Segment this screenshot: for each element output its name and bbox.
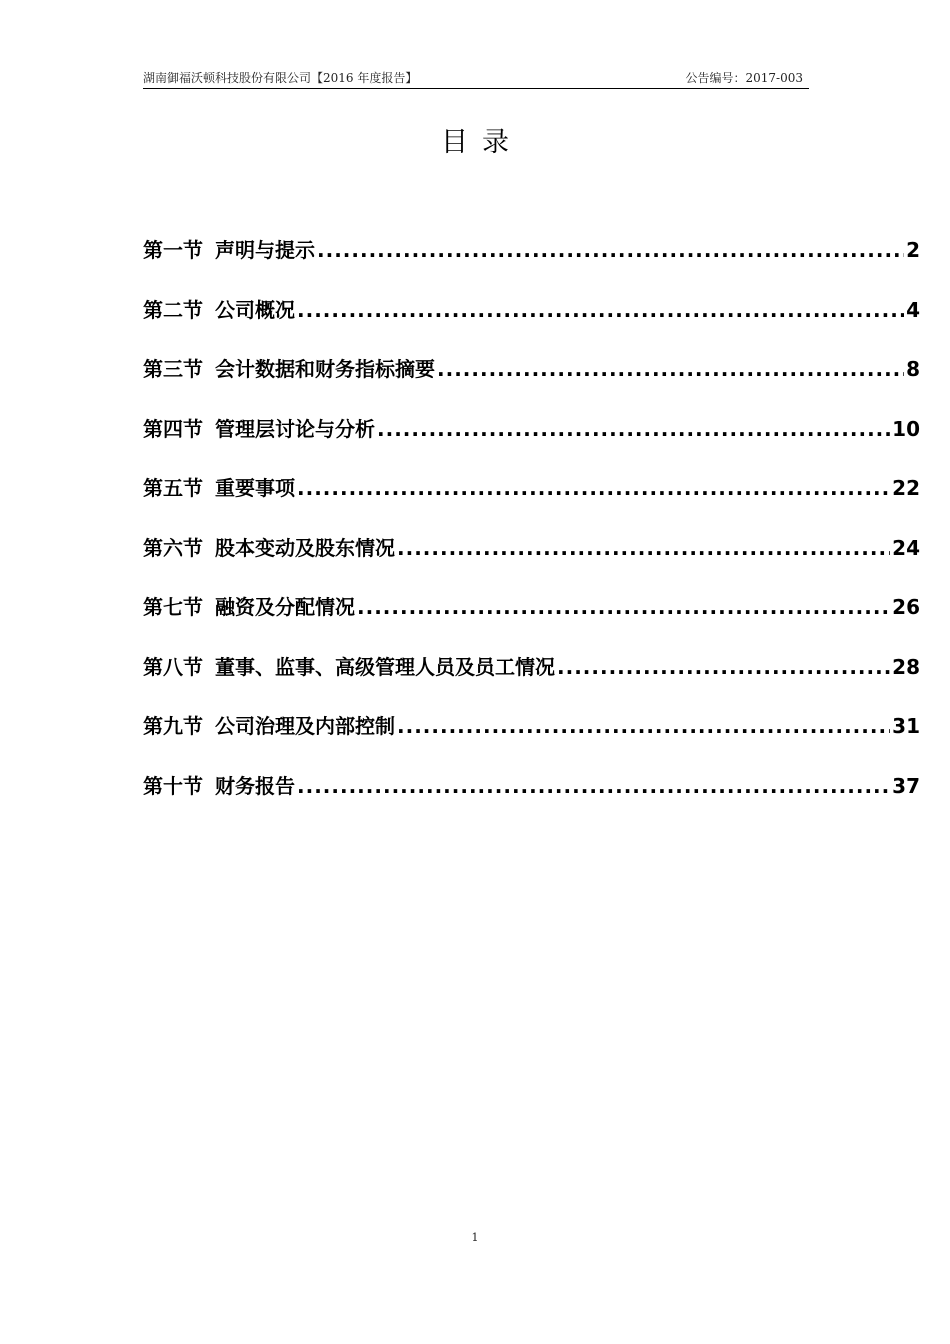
toc-section-number: 第三节 — [143, 357, 203, 381]
toc-dot-leader — [397, 534, 890, 562]
toc-section-number: 第十节 — [143, 773, 203, 798]
toc-dot-leader — [297, 474, 890, 502]
toc-section-title: 融资及分配情况 — [215, 595, 355, 619]
footer-page-number: 1 — [471, 1231, 479, 1244]
toc-section-title: 声明与提示 — [215, 238, 315, 262]
header-company-report: 湖南御福沃顿科技股份有限公司【2016 年度报告】 — [143, 71, 418, 85]
toc-section-number: 第五节 — [143, 476, 203, 500]
toc-section-title: 公司治理及内部控制 — [215, 714, 395, 738]
toc-dot-leader — [357, 593, 890, 621]
toc-section-number: 第八节 — [143, 654, 203, 679]
toc-section-title: 财务报告 — [215, 773, 295, 798]
toc-item-section-6[interactable] — [143, 534, 920, 594]
toc-item-section-8[interactable] — [143, 653, 920, 713]
page-header — [143, 66, 809, 89]
toc-item-section-2[interactable] — [143, 296, 920, 356]
page-title: 目录 — [441, 127, 523, 158]
table-of-contents — [143, 236, 920, 831]
toc-section-title: 公司概况 — [215, 297, 295, 322]
toc-item-section-7[interactable] — [143, 593, 920, 653]
toc-dot-leader — [297, 772, 890, 800]
toc-section-number: 第二节 — [143, 297, 203, 322]
toc-item-section-3[interactable] — [143, 355, 920, 415]
toc-page-number: 26 — [892, 595, 920, 619]
toc-dot-leader — [377, 415, 890, 443]
toc-section-title: 董事、监事、高级管理人员及员工情况 — [215, 654, 555, 679]
toc-section-number: 第四节 — [143, 416, 203, 441]
toc-section-number: 第九节 — [143, 714, 203, 738]
toc-dot-leader — [297, 296, 904, 324]
toc-page-number: 10 — [892, 416, 920, 441]
toc-dot-leader — [317, 236, 904, 264]
header-announcement-number: 公告编号：2017-003 — [685, 71, 803, 85]
toc-page-number: 37 — [892, 773, 920, 798]
toc-item-section-9[interactable] — [143, 712, 920, 772]
toc-page-number: 2 — [906, 238, 920, 262]
toc-page-number: 22 — [892, 476, 920, 500]
toc-page-number: 4 — [906, 297, 920, 322]
toc-dot-leader — [437, 355, 904, 383]
toc-section-title: 重要事项 — [215, 476, 295, 500]
toc-section-number: 第六节 — [143, 535, 203, 560]
toc-dot-leader — [397, 712, 890, 740]
toc-page-number: 24 — [892, 535, 920, 560]
toc-section-title: 管理层讨论与分析 — [215, 416, 375, 441]
toc-section-number: 第一节 — [143, 238, 203, 262]
toc-item-section-10[interactable] — [143, 772, 920, 832]
toc-item-section-1[interactable] — [143, 236, 920, 296]
toc-dot-leader — [557, 653, 890, 681]
toc-section-number: 第七节 — [143, 595, 203, 619]
toc-section-title: 会计数据和财务指标摘要 — [215, 357, 435, 381]
toc-item-section-5[interactable] — [143, 474, 920, 534]
toc-page-number: 28 — [892, 654, 920, 679]
toc-page-number: 31 — [892, 714, 920, 738]
toc-item-section-4[interactable] — [143, 415, 920, 475]
toc-section-title: 股本变动及股东情况 — [215, 535, 395, 560]
toc-page-number: 8 — [906, 357, 920, 381]
